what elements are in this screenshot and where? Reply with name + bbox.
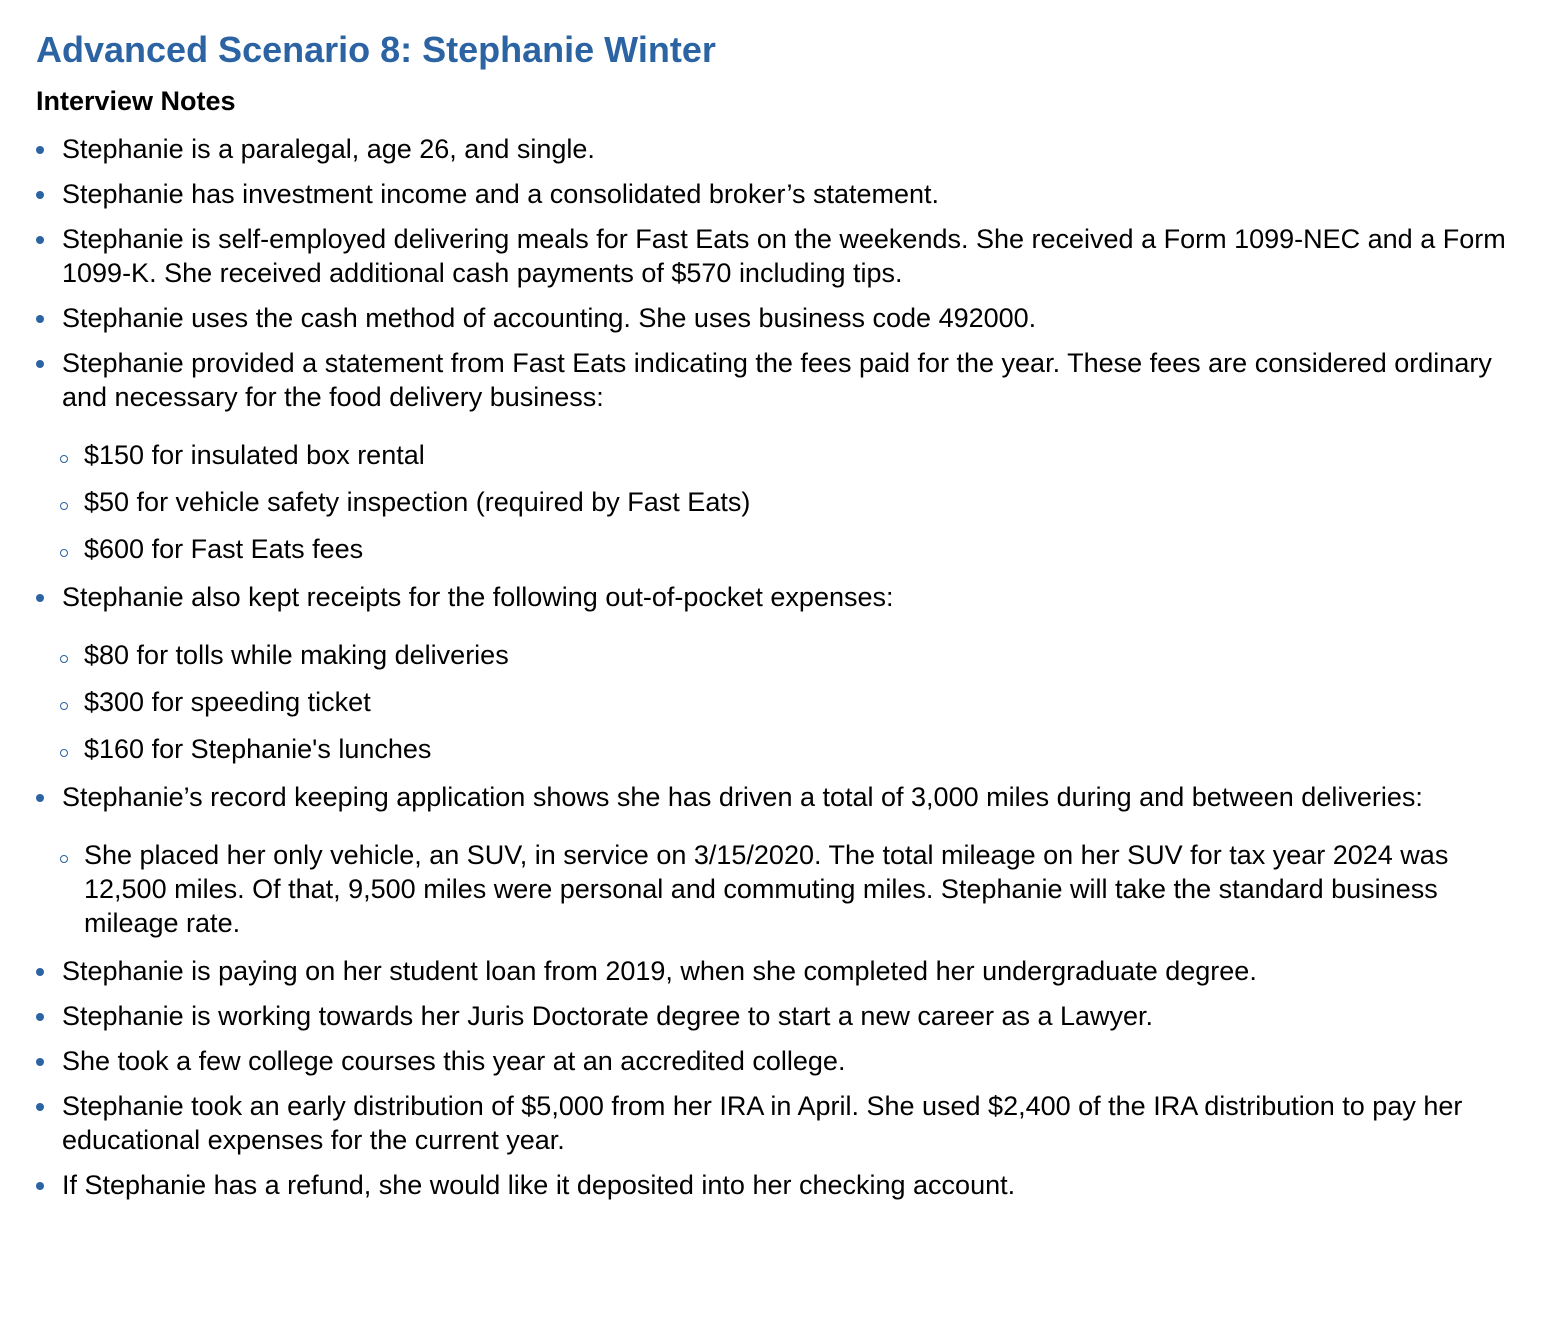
- list-item-text: Stephanie is working towards her Juris Doctorate degree to start a new career as a Lawyer.: [62, 1001, 1154, 1031]
- circle-bullet-icon: [60, 749, 68, 757]
- list-item-text: If Stephanie has a refund, she would like it deposited into her checking account.: [62, 1170, 1016, 1200]
- list-item-text: Stephanie has investment income and a consolidated broker’s statement.: [62, 179, 940, 209]
- list-item-text: She took a few college courses this year at an accredited college.: [62, 1046, 846, 1076]
- sub-list-item: [60, 532, 1516, 566]
- bullet-icon: [36, 594, 44, 602]
- list-item-text: Stephanie’s record keeping application shows she has driven a total of 3,000 miles during and between deliveries:: [62, 782, 1423, 812]
- sub-list-item-text: $50 for vehicle safety inspection (required by Fast Eats): [84, 487, 751, 517]
- bullet-icon: [36, 146, 44, 154]
- sub-list: [60, 638, 1516, 766]
- section-heading: Interview Notes: [36, 86, 236, 116]
- list-item-text: Stephanie also kept receipts for the following out-of-pocket expenses:: [62, 582, 894, 612]
- sub-list-item: [60, 638, 1516, 672]
- list-item-text: Stephanie provided a statement from Fast Eats indicating the fees paid for the year. These fees are considered ordinary and necessary for the food delivery business:: [62, 348, 1492, 412]
- sub-list-item: [60, 685, 1516, 719]
- bullet-icon: [36, 191, 44, 199]
- bullet-icon: [36, 1103, 44, 1111]
- sub-list-item-text: $160 for Stephanie's lunches: [84, 734, 432, 764]
- list-item-text: Stephanie is a paralegal, age 26, and single.: [62, 134, 595, 164]
- sub-list-item: [60, 838, 1516, 940]
- list-item: [36, 1089, 1516, 1157]
- bullet-icon: [36, 794, 44, 802]
- list-item-text: Stephanie is self-employed delivering meals for Fast Eats on the weekends. She received a Form 1099-NEC and a Form 1099-K. She received additional cash payments of $570 including tips.: [62, 224, 1506, 288]
- list-item-text: Stephanie took an early distribution of $5,000 from her IRA in April. She used $2,400 of the IRA distribution to pay her educational expenses for the current year.: [62, 1091, 1463, 1155]
- list-item: [36, 999, 1516, 1033]
- circle-bullet-icon: [60, 655, 68, 663]
- sub-list: [60, 438, 1516, 566]
- list-item: [36, 954, 1516, 988]
- list-item-text: Stephanie uses the cash method of accounting. She uses business code 492000.: [62, 303, 1037, 333]
- sub-list: [60, 838, 1516, 940]
- list-item: [36, 1044, 1516, 1078]
- list-item: [36, 222, 1516, 290]
- page-title: Advanced Scenario 8: Stephanie Winter: [36, 29, 716, 70]
- sub-list-item-text: $80 for tolls while making deliveries: [84, 640, 509, 670]
- sub-list-item-text: $150 for insulated box rental: [84, 440, 425, 470]
- sub-list-item-text: $600 for Fast Eats fees: [84, 534, 364, 564]
- circle-bullet-icon: [60, 455, 68, 463]
- sub-list-item: [60, 485, 1516, 519]
- list-item: [36, 780, 1516, 940]
- list-item: [36, 177, 1516, 211]
- list-item: [36, 580, 1516, 766]
- sub-list-item-text: She placed her only vehicle, an SUV, in service on 3/15/2020. The total mileage on her SUV for tax year 2024 was 12,500 miles. Of that, 9,500 miles were personal and commuting miles. Stephanie will take the standard business mileage rate.: [84, 840, 1449, 938]
- list-item: [36, 1168, 1516, 1202]
- sub-list-item: [60, 732, 1516, 766]
- bullet-icon: [36, 1013, 44, 1021]
- bullet-icon: [36, 315, 44, 323]
- sub-list-item-text: $300 for speeding ticket: [84, 687, 371, 717]
- circle-bullet-icon: [60, 502, 68, 510]
- list-item: [36, 346, 1516, 566]
- bullet-icon: [36, 1058, 44, 1066]
- list-item: [36, 132, 1516, 166]
- bullet-icon: [36, 1182, 44, 1190]
- bullet-icon: [36, 236, 44, 244]
- list-item-text: Stephanie is paying on her student loan from 2019, when she completed her undergraduate degree.: [62, 956, 1257, 986]
- circle-bullet-icon: [60, 549, 68, 557]
- circle-bullet-icon: [60, 702, 68, 710]
- bullet-icon: [36, 360, 44, 368]
- sub-list-item: [60, 438, 1516, 472]
- interview-notes-list: [36, 132, 1516, 1202]
- bullet-icon: [36, 968, 44, 976]
- circle-bullet-icon: [60, 855, 68, 863]
- list-item: [36, 301, 1516, 335]
